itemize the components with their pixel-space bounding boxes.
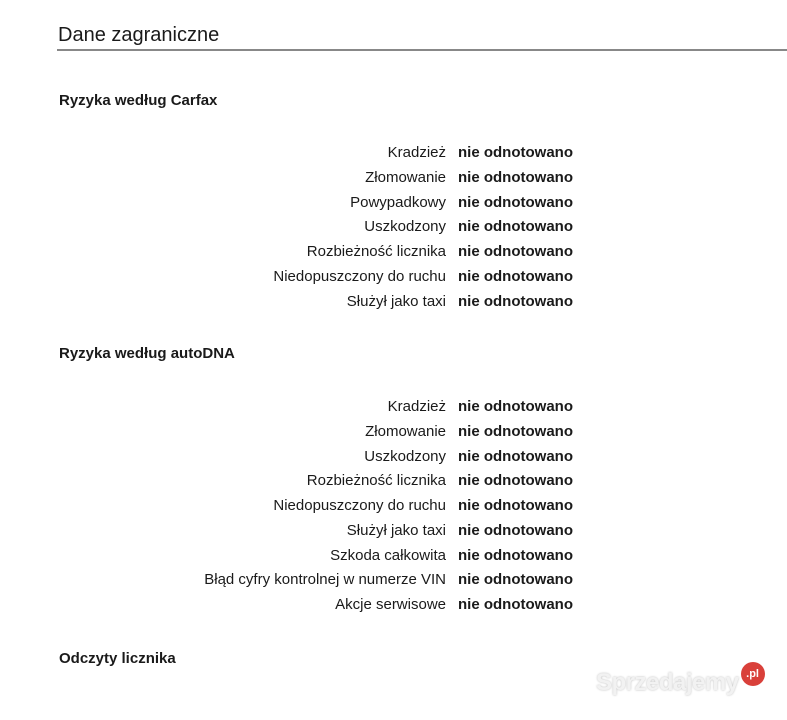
risk-label: Rozbieżność licznika [306,472,446,490]
risk-value: nie odnotowano [458,447,573,465]
risk-label: Rozbieżność licznika [306,243,446,260]
risk-value: nie odnotowano [458,422,573,440]
risk-row [0,494,787,519]
risk-row [0,544,787,569]
risk-value: nie odnotowano [458,521,573,539]
risk-row [0,593,787,618]
risk-row [0,265,787,290]
risk-label: Szkoda całkowita [330,546,446,564]
risk-value: nie odnotowano [458,398,573,415]
risk-label: Służył jako taxi [346,292,446,310]
risk-row [0,395,787,420]
section-heading-carfax: Ryzyka według Carfax [59,92,218,109]
sprzedajemy-watermark-logo [596,668,765,698]
risk-row [0,469,787,494]
risk-value: nie odnotowano [458,472,573,490]
risk-value: nie odnotowano [458,144,573,161]
carfax-risk-table [0,141,787,314]
watermark-text: Sprzedajemy [596,669,739,696]
risk-row [0,420,787,445]
risk-value: nie odnotowano [458,596,573,613]
risk-label: Kradzież [387,398,446,415]
risk-row [0,215,787,240]
risk-label: Powypadkowy [350,193,446,211]
risk-row [0,141,787,166]
risk-label: Niedopuszczony do ruchu [273,497,446,514]
risk-label: Służył jako taxi [346,521,446,539]
risk-row [0,166,787,191]
section-heading-odometer: Odczyty licznika [59,650,176,667]
risk-value: nie odnotowano [458,267,573,285]
risk-label: Niedopuszczony do ruchu [273,267,446,285]
risk-row [0,445,787,470]
page-title: Dane zagraniczne [58,24,220,46]
risk-label: Uszkodzony [364,218,446,236]
watermark-suffix-badge: .pl [741,662,765,686]
risk-value: nie odnotowano [458,168,573,186]
risk-value: nie odnotowano [458,243,573,260]
risk-label: Uszkodzony [364,447,446,465]
risk-value: nie odnotowano [458,218,573,236]
risk-label: Złomowanie [365,168,446,186]
risk-label: Akcje serwisowe [335,596,446,613]
risk-label: Błąd cyfry kontrolnej w numerze VIN [204,571,446,589]
risk-row [0,290,787,315]
autodna-risk-table [0,395,787,618]
risk-row [0,519,787,544]
risk-row [0,191,787,216]
risk-row [0,568,787,593]
risk-value: nie odnotowano [458,292,573,310]
risk-row [0,240,787,265]
risk-label: Złomowanie [365,422,446,440]
risk-value: nie odnotowano [458,571,573,589]
risk-value: nie odnotowano [458,546,573,564]
risk-label: Kradzież [387,144,446,161]
risk-value: nie odnotowano [458,497,573,514]
title-divider [57,49,787,51]
section-heading-autodna: Ryzyka według autoDNA [59,345,235,362]
risk-value: nie odnotowano [458,193,573,211]
